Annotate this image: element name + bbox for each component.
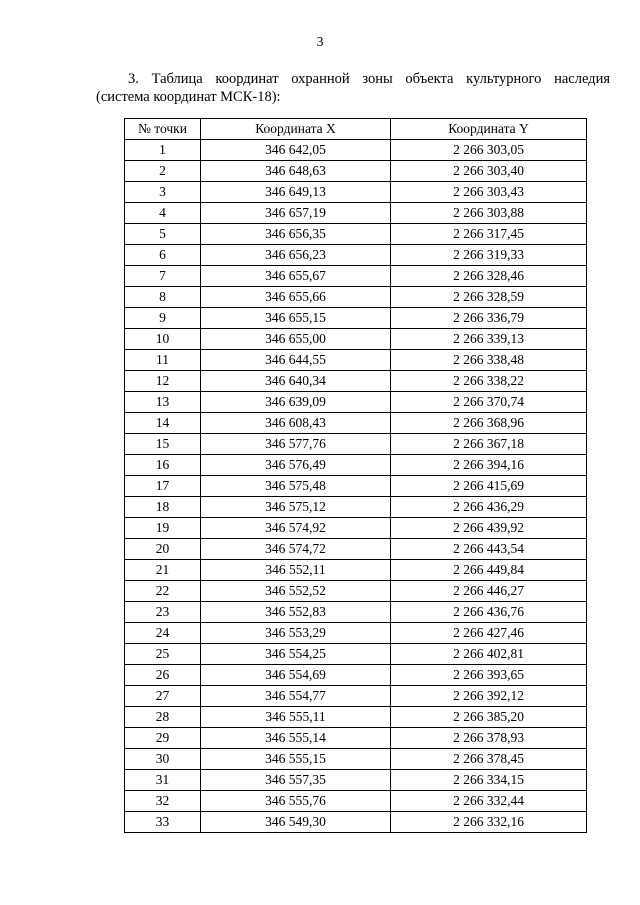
- table-row: [125, 686, 587, 707]
- cell-point-number: 9: [125, 308, 201, 329]
- cell-coordinate-y: 2 266 402,81: [391, 644, 587, 665]
- table-row: [125, 350, 587, 371]
- cell-point-number: 8: [125, 287, 201, 308]
- cell-point-number: 11: [125, 350, 201, 371]
- cell-coordinate-y: 2 266 303,05: [391, 140, 587, 161]
- cell-coordinate-y: 2 266 338,22: [391, 371, 587, 392]
- cell-coordinate-x: 346 577,76: [201, 434, 391, 455]
- cell-coordinate-x: 346 656,23: [201, 245, 391, 266]
- table-header-row: [125, 119, 587, 140]
- table-row: [125, 140, 587, 161]
- cell-coordinate-y: 2 266 338,48: [391, 350, 587, 371]
- cell-coordinate-x: 346 574,92: [201, 518, 391, 539]
- cell-coordinate-y: 2 266 415,69: [391, 476, 587, 497]
- cell-point-number: 28: [125, 707, 201, 728]
- cell-coordinate-y: 2 266 446,27: [391, 581, 587, 602]
- table-row: [125, 329, 587, 350]
- table-row: [125, 455, 587, 476]
- table-row: [125, 770, 587, 791]
- heading-line-1: 3. Таблица координат охранной зоны объекта культурного наследия: [128, 71, 610, 87]
- cell-coordinate-x: 346 644,55: [201, 350, 391, 371]
- cell-coordinate-y: 2 266 368,96: [391, 413, 587, 434]
- cell-coordinate-x: 346 655,15: [201, 308, 391, 329]
- cell-coordinate-x: 346 574,72: [201, 539, 391, 560]
- cell-coordinate-x: 346 555,14: [201, 728, 391, 749]
- cell-coordinate-y: 2 266 393,65: [391, 665, 587, 686]
- table-row: [125, 644, 587, 665]
- cell-coordinate-x: 346 553,29: [201, 623, 391, 644]
- cell-coordinate-x: 346 554,77: [201, 686, 391, 707]
- table-row: [125, 392, 587, 413]
- cell-point-number: 2: [125, 161, 201, 182]
- table-row: [125, 623, 587, 644]
- cell-point-number: 23: [125, 602, 201, 623]
- cell-coordinate-x: 346 549,30: [201, 812, 391, 833]
- table-row: [125, 728, 587, 749]
- cell-coordinate-y: 2 266 332,16: [391, 812, 587, 833]
- table-row: [125, 560, 587, 581]
- table-row: [125, 749, 587, 770]
- table-row: [125, 791, 587, 812]
- cell-coordinate-y: 2 266 427,46: [391, 623, 587, 644]
- cell-coordinate-x: 346 552,52: [201, 581, 391, 602]
- cell-point-number: 6: [125, 245, 201, 266]
- cell-coordinate-x: 346 552,11: [201, 560, 391, 581]
- heading-line-2: (система координат МСК-18):: [96, 89, 281, 105]
- cell-point-number: 26: [125, 665, 201, 686]
- cell-coordinate-x: 346 655,67: [201, 266, 391, 287]
- cell-point-number: 1: [125, 140, 201, 161]
- section-heading: [96, 70, 610, 106]
- table-row: [125, 497, 587, 518]
- table-row: [125, 245, 587, 266]
- cell-point-number: 13: [125, 392, 201, 413]
- cell-coordinate-y: 2 266 339,13: [391, 329, 587, 350]
- cell-point-number: 12: [125, 371, 201, 392]
- cell-point-number: 4: [125, 203, 201, 224]
- cell-point-number: 16: [125, 455, 201, 476]
- cell-point-number: 18: [125, 497, 201, 518]
- cell-coordinate-x: 346 552,83: [201, 602, 391, 623]
- table-row: [125, 581, 587, 602]
- cell-coordinate-x: 346 557,35: [201, 770, 391, 791]
- cell-coordinate-y: 2 266 303,40: [391, 161, 587, 182]
- table-row: [125, 812, 587, 833]
- cell-coordinate-x: 346 642,05: [201, 140, 391, 161]
- table-body: [125, 140, 587, 833]
- cell-coordinate-y: 2 266 328,46: [391, 266, 587, 287]
- cell-coordinate-y: 2 266 319,33: [391, 245, 587, 266]
- cell-point-number: 7: [125, 266, 201, 287]
- cell-point-number: 25: [125, 644, 201, 665]
- cell-coordinate-x: 346 555,15: [201, 749, 391, 770]
- cell-coordinate-x: 346 639,09: [201, 392, 391, 413]
- table-row: [125, 476, 587, 497]
- table-row: [125, 707, 587, 728]
- cell-coordinate-y: 2 266 336,79: [391, 308, 587, 329]
- cell-point-number: 20: [125, 539, 201, 560]
- cell-coordinate-x: 346 655,66: [201, 287, 391, 308]
- cell-coordinate-x: 346 608,43: [201, 413, 391, 434]
- cell-coordinate-x: 346 554,25: [201, 644, 391, 665]
- cell-coordinate-x: 346 575,48: [201, 476, 391, 497]
- cell-point-number: 15: [125, 434, 201, 455]
- cell-coordinate-y: 2 266 439,92: [391, 518, 587, 539]
- cell-point-number: 32: [125, 791, 201, 812]
- cell-point-number: 30: [125, 749, 201, 770]
- cell-point-number: 33: [125, 812, 201, 833]
- cell-coordinate-y: 2 266 317,45: [391, 224, 587, 245]
- cell-point-number: 14: [125, 413, 201, 434]
- cell-coordinate-y: 2 266 303,43: [391, 182, 587, 203]
- cell-coordinate-y: 2 266 436,76: [391, 602, 587, 623]
- table-row: [125, 287, 587, 308]
- page-number: 3: [316, 35, 324, 50]
- table-row: [125, 308, 587, 329]
- cell-coordinate-x: 346 640,34: [201, 371, 391, 392]
- cell-point-number: 5: [125, 224, 201, 245]
- table-row: [125, 266, 587, 287]
- header-point-number: № точки: [125, 119, 201, 140]
- cell-coordinate-y: 2 266 443,54: [391, 539, 587, 560]
- table-row: [125, 518, 587, 539]
- cell-coordinate-y: 2 266 385,20: [391, 707, 587, 728]
- cell-coordinate-y: 2 266 332,44: [391, 791, 587, 812]
- cell-coordinate-x: 346 649,13: [201, 182, 391, 203]
- cell-coordinate-y: 2 266 328,59: [391, 287, 587, 308]
- cell-coordinate-y: 2 266 394,16: [391, 455, 587, 476]
- table-row: [125, 413, 587, 434]
- cell-coordinate-x: 346 576,49: [201, 455, 391, 476]
- cell-coordinate-y: 2 266 449,84: [391, 560, 587, 581]
- cell-point-number: 27: [125, 686, 201, 707]
- table-row: [125, 182, 587, 203]
- cell-coordinate-y: 2 266 436,29: [391, 497, 587, 518]
- cell-point-number: 17: [125, 476, 201, 497]
- coordinates-table: [124, 118, 587, 833]
- cell-coordinate-x: 346 657,19: [201, 203, 391, 224]
- cell-coordinate-y: 2 266 370,74: [391, 392, 587, 413]
- cell-coordinate-x: 346 656,35: [201, 224, 391, 245]
- header-coordinate-x: Координата X: [201, 119, 391, 140]
- cell-point-number: 22: [125, 581, 201, 602]
- cell-coordinate-x: 346 648,63: [201, 161, 391, 182]
- table-row: [125, 539, 587, 560]
- cell-point-number: 21: [125, 560, 201, 581]
- table-row: [125, 602, 587, 623]
- cell-point-number: 24: [125, 623, 201, 644]
- cell-point-number: 3: [125, 182, 201, 203]
- cell-point-number: 19: [125, 518, 201, 539]
- cell-coordinate-x: 346 575,12: [201, 497, 391, 518]
- cell-point-number: 29: [125, 728, 201, 749]
- table-row: [125, 371, 587, 392]
- table-row: [125, 224, 587, 245]
- table-row: [125, 434, 587, 455]
- header-coordinate-y: Координата Y: [391, 119, 587, 140]
- cell-point-number: 10: [125, 329, 201, 350]
- cell-coordinate-x: 346 555,11: [201, 707, 391, 728]
- cell-coordinate-x: 346 655,00: [201, 329, 391, 350]
- table-row: [125, 665, 587, 686]
- cell-coordinate-y: 2 266 334,15: [391, 770, 587, 791]
- cell-coordinate-x: 346 554,69: [201, 665, 391, 686]
- table-row: [125, 161, 587, 182]
- cell-coordinate-y: 2 266 378,93: [391, 728, 587, 749]
- cell-coordinate-y: 2 266 303,88: [391, 203, 587, 224]
- cell-coordinate-y: 2 266 378,45: [391, 749, 587, 770]
- cell-coordinate-x: 346 555,76: [201, 791, 391, 812]
- table-row: [125, 203, 587, 224]
- cell-coordinate-y: 2 266 392,12: [391, 686, 587, 707]
- cell-point-number: 31: [125, 770, 201, 791]
- cell-coordinate-y: 2 266 367,18: [391, 434, 587, 455]
